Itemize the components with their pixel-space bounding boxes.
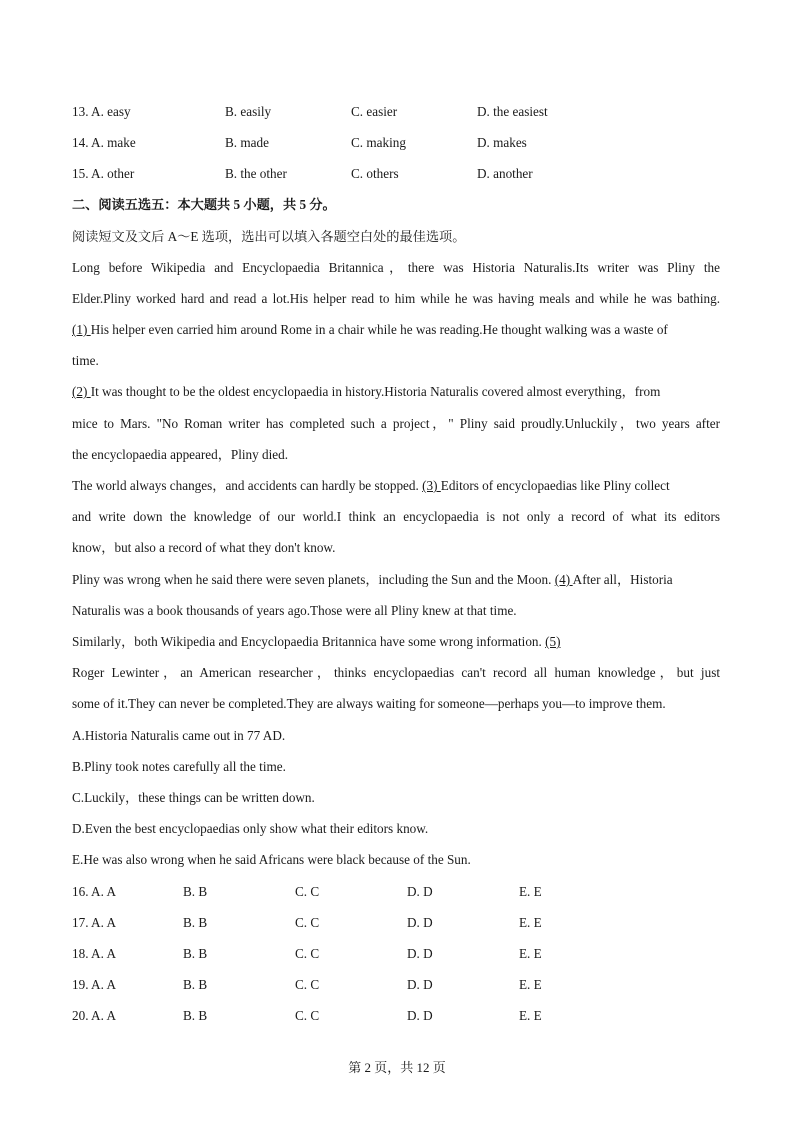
choice-c: C. C <box>295 884 320 899</box>
choice-e: E. E <box>519 884 542 899</box>
option-b-text: B.Pliny took notes carefully all the time. <box>72 759 286 774</box>
choice-b: B. B <box>183 1008 208 1023</box>
passage-line <box>72 632 561 652</box>
choice-a: 18. A. A <box>72 946 116 961</box>
section-title: 二、阅读五选五：本大题共 5 小题，共 5 分。 <box>72 197 336 212</box>
choice-a: 16. A. A <box>72 884 116 899</box>
blank-2: (2) <box>72 384 91 399</box>
choice-d: D. D <box>407 1008 433 1023</box>
passage-text: Pliny was wrong when he said there were seven planets，including the Sun and the Moon. <box>72 572 555 587</box>
option-a: 14. A. make <box>72 135 136 150</box>
choice-e: E. E <box>519 977 542 992</box>
choice-c: C. C <box>295 915 320 930</box>
passage-line: Elder.Pliny worked hard and read a lot.His helper read to him while he was having meals and while he was bathing. <box>72 291 720 306</box>
passage-line <box>72 476 670 496</box>
choice-c: C. C <box>295 946 320 961</box>
instruction: 阅读短文及文后 A～E 选项，选出可以填入各题空白处的最佳选项。 <box>72 229 466 244</box>
option-b: B. made <box>225 135 269 150</box>
option-d: D. the easiest <box>477 104 548 119</box>
passage-line <box>72 320 668 340</box>
option-c: C. others <box>351 166 399 181</box>
passage-line: and write down the knowledge of our world.I think an encyclopaedia is not only a record of what its editors <box>72 509 720 524</box>
choice-b: B. B <box>183 946 208 961</box>
option-c: C. easier <box>351 104 398 119</box>
choice-a: 19. A. A <box>72 977 116 992</box>
passage-line: some of it.They can never be completed.They are always waiting for someone—perhaps you—to improve them. <box>72 696 666 711</box>
passage-line: Naturalis was a book thousands of years ago.Those were all Pliny knew at that time. <box>72 603 517 618</box>
option-c: C. making <box>351 135 406 150</box>
choice-b: B. B <box>183 977 208 992</box>
option-d-text: D.Even the best encyclopaedias only show what their editors know. <box>72 821 429 836</box>
blank-5: (5) <box>545 634 561 649</box>
passage-line: Long before Wikipedia and Encyclopaedia Britannica，there was Historia Naturalis.Its writer was Pliny the <box>72 260 720 275</box>
choice-e: E. E <box>519 1008 542 1023</box>
passage-line <box>72 382 660 402</box>
choice-e: E. E <box>519 915 542 930</box>
passage-text: Similarly，both Wikipedia and Encyclopaedia Britannica have some wrong information. <box>72 634 546 649</box>
option-c-text: C.Luckily，these things can be written down. <box>72 790 315 805</box>
choice-b: B. B <box>183 884 208 899</box>
choice-d: D. D <box>407 977 433 992</box>
passage-text: The world always changes，and accidents can hardly be stopped. <box>72 478 423 493</box>
passage-line: Roger Lewinter，an American researcher，thinks encyclopaedias can't record all human knowledge，but just <box>72 665 720 680</box>
blank-4: (4) <box>554 572 573 587</box>
blank-3: (3) <box>422 478 441 493</box>
choice-d: D. D <box>407 915 433 930</box>
passage-line: mice to Mars. "No Roman writer has completed such a project，" Pliny said proudly.Unluckily，two years after <box>72 416 720 431</box>
option-b: B. the other <box>225 166 287 181</box>
choice-a: 17. A. A <box>72 915 116 930</box>
option-a: 15. A. other <box>72 166 135 181</box>
option-a: 13. A. easy <box>72 104 131 119</box>
choice-c: C. C <box>295 1008 320 1023</box>
passage-line <box>72 570 673 590</box>
passage-text: His helper even carried him around Rome in a chair while he was reading.He thought walking was a waste of <box>90 322 668 337</box>
passage-line: time. <box>72 353 99 368</box>
choice-c: C. C <box>295 977 320 992</box>
page-footer: 第 2 页，共 12 页 <box>348 1060 446 1075</box>
passage-text: After all，Historia <box>572 572 673 587</box>
passage-text: It was thought to be the oldest encyclopaedia in history.Historia Naturalis covered almost everything，from <box>90 384 661 399</box>
choice-b: B. B <box>183 915 208 930</box>
blank-1: (1) <box>72 322 91 337</box>
option-b: B. easily <box>225 104 272 119</box>
choice-a: 20. A. A <box>72 1008 116 1023</box>
passage-line: the encyclopaedia appeared，Pliny died. <box>72 447 289 462</box>
choice-d: D. D <box>407 946 433 961</box>
choice-d: D. D <box>407 884 433 899</box>
passage-text: Editors of encyclopaedias like Pliny collect <box>440 478 670 493</box>
option-d: D. makes <box>477 135 527 150</box>
passage-line: know，but also a record of what they don't know. <box>72 540 336 555</box>
choice-e: E. E <box>519 946 542 961</box>
option-d: D. another <box>477 166 533 181</box>
option-a-text: A.Historia Naturalis came out in 77 AD. <box>72 728 286 743</box>
option-e-text: E.He was also wrong when he said Africans were black because of the Sun. <box>72 852 471 867</box>
